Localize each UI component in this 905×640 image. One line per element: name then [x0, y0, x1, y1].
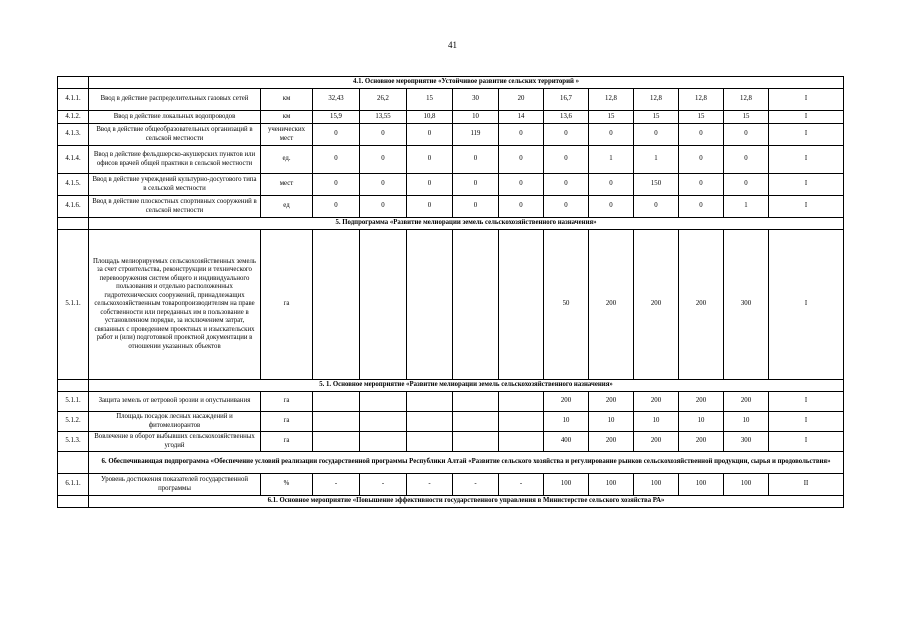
indicator-value: 100 — [724, 474, 769, 496]
indicator-value: 200 — [724, 392, 769, 412]
indicator-value: 0 — [679, 124, 724, 146]
indicator-value — [360, 432, 407, 452]
indicator-value: 0 — [724, 174, 769, 196]
section-row — [58, 452, 844, 474]
indicator-unit: га — [261, 392, 313, 412]
indicator-category: I — [769, 111, 844, 124]
indicator-code: 4.1.3. — [58, 124, 89, 146]
indicator-value — [453, 432, 499, 452]
indicator-value: 100 — [589, 474, 634, 496]
indicator-value: 0 — [544, 124, 589, 146]
indicator-value: 0 — [313, 196, 360, 218]
indicator-value: 15,9 — [313, 111, 360, 124]
indicator-value: 0 — [453, 146, 499, 174]
indicator-value: 10 — [589, 412, 634, 432]
indicator-name: Ввод в действие общеобразовательных организаций в сельской местности — [89, 124, 261, 146]
indicator-value: 0 — [313, 174, 360, 196]
indicator-code: 4.1.4. — [58, 146, 89, 174]
indicator-value: 0 — [679, 174, 724, 196]
indicator-value: 10 — [634, 412, 679, 432]
indicator-value: 10,8 — [407, 111, 453, 124]
section-row — [58, 380, 844, 392]
indicator-value: 200 — [589, 392, 634, 412]
indicator-code: 5.1.1. — [58, 230, 89, 380]
indicator-value: 0 — [453, 196, 499, 218]
indicator-value: 0 — [453, 174, 499, 196]
indicator-value: 0 — [499, 174, 544, 196]
indicator-value: 14 — [499, 111, 544, 124]
indicator-code: 6.1.1. — [58, 474, 89, 496]
indicator-value: - — [453, 474, 499, 496]
indicator-value: 10 — [544, 412, 589, 432]
indicator-unit: км — [261, 111, 313, 124]
indicator-value: 12,8 — [589, 89, 634, 111]
indicator-value: 0 — [360, 124, 407, 146]
indicator-value: 1 — [634, 146, 679, 174]
indicator-value: 200 — [634, 230, 679, 380]
indicator-value: 200 — [544, 392, 589, 412]
indicator-value: 32,43 — [313, 89, 360, 111]
indicator-value: 0 — [544, 146, 589, 174]
indicator-unit: % — [261, 474, 313, 496]
indicator-value: 200 — [679, 432, 724, 452]
indicator-value — [407, 392, 453, 412]
indicator-value: 0 — [589, 196, 634, 218]
indicator-value: - — [360, 474, 407, 496]
indicator-value: 15 — [589, 111, 634, 124]
indicator-value — [407, 412, 453, 432]
indicator-name: Ввод в действие фельдшерско-акушерских пунктов или офисов врачей общей практики в сельской местности — [89, 146, 261, 174]
indicator-value: 1 — [589, 146, 634, 174]
indicator-category: I — [769, 146, 844, 174]
indicator-value: 0 — [407, 146, 453, 174]
indicator-value: 0 — [407, 196, 453, 218]
indicator-name: Вовлечение в оборот выбывших сельскохозяйственных угодий — [89, 432, 261, 452]
indicator-value: 0 — [724, 146, 769, 174]
indicator-value: 0 — [634, 124, 679, 146]
indicator-value — [453, 412, 499, 432]
indicator-value: 200 — [589, 230, 634, 380]
indicator-value — [453, 392, 499, 412]
indicator-unit: мест — [261, 174, 313, 196]
indicator-row — [58, 474, 844, 496]
indicator-value: 0 — [499, 196, 544, 218]
section-blank-cell — [58, 496, 89, 508]
indicator-value: 10 — [679, 412, 724, 432]
indicator-name: Ввод в действие плоскостных спортивных сооружений в сельской местности — [89, 196, 261, 218]
indicator-value: 400 — [544, 432, 589, 452]
indicator-value: 100 — [679, 474, 724, 496]
indicator-category: I — [769, 392, 844, 412]
indicator-value: 100 — [544, 474, 589, 496]
indicator-value: - — [407, 474, 453, 496]
indicator-value: 200 — [679, 392, 724, 412]
indicator-value: 0 — [360, 174, 407, 196]
page-number: 41 — [448, 40, 457, 50]
indicator-value: 200 — [634, 392, 679, 412]
indicator-unit: га — [261, 230, 313, 380]
indicator-unit: ед — [261, 196, 313, 218]
indicator-value: 12,8 — [679, 89, 724, 111]
indicator-row — [58, 230, 844, 380]
indicator-value: 15 — [634, 111, 679, 124]
indicator-value — [313, 432, 360, 452]
indicator-value: - — [313, 474, 360, 496]
indicator-row — [58, 146, 844, 174]
section-blank-cell — [58, 77, 89, 89]
section-row — [58, 218, 844, 230]
indicator-value — [313, 230, 360, 380]
indicator-value: 0 — [724, 124, 769, 146]
indicator-code: 4.1.1. — [58, 89, 89, 111]
indicator-value: 0 — [544, 196, 589, 218]
indicator-category: I — [769, 412, 844, 432]
section-blank-cell — [58, 380, 89, 392]
indicator-value: 30 — [453, 89, 499, 111]
indicator-value — [499, 392, 544, 412]
indicator-value: 10 — [724, 412, 769, 432]
indicator-value — [407, 230, 453, 380]
indicator-value: 13,6 — [544, 111, 589, 124]
indicator-value — [499, 432, 544, 452]
indicator-unit: га — [261, 412, 313, 432]
indicator-value: 26,2 — [360, 89, 407, 111]
indicator-code: 5.1.1. — [58, 392, 89, 412]
section-blank-cell — [58, 218, 89, 230]
indicator-category: II — [769, 474, 844, 496]
indicator-value: 0 — [679, 146, 724, 174]
indicators-table — [57, 76, 844, 508]
indicator-category: I — [769, 230, 844, 380]
indicator-value: 12,8 — [634, 89, 679, 111]
indicator-value: 0 — [589, 124, 634, 146]
indicator-value: 0 — [360, 196, 407, 218]
indicator-value — [360, 412, 407, 432]
indicator-code: 4.1.6. — [58, 196, 89, 218]
indicator-unit: ученических мест — [261, 124, 313, 146]
indicator-code: 5.1.3. — [58, 432, 89, 452]
indicator-value: 12,8 — [724, 89, 769, 111]
indicator-code: 5.1.2. — [58, 412, 89, 432]
indicator-value: 15 — [407, 89, 453, 111]
indicator-value: 13,55 — [360, 111, 407, 124]
section-title: 4.1. Основное мероприятие «Устойчивое развитие сельских территорий » — [89, 77, 844, 89]
indicator-value — [499, 412, 544, 432]
indicator-name: Уровень достижения показателей государственной программы — [89, 474, 261, 496]
indicator-name: Ввод в действие локальных водопроводов — [89, 111, 261, 124]
indicator-value: 0 — [499, 124, 544, 146]
indicator-value: 0 — [589, 174, 634, 196]
indicator-unit: га — [261, 432, 313, 452]
indicator-value — [407, 432, 453, 452]
indicator-name: Защита земель от ветровой эрозии и опустынивания — [89, 392, 261, 412]
indicator-value: 0 — [407, 124, 453, 146]
indicator-value: 10 — [453, 111, 499, 124]
indicator-value: 0 — [634, 196, 679, 218]
indicator-code: 4.1.2. — [58, 111, 89, 124]
indicator-category: I — [769, 89, 844, 111]
indicator-value: 0 — [313, 146, 360, 174]
section-row — [58, 77, 844, 89]
indicator-row — [58, 412, 844, 432]
indicator-unit: км — [261, 89, 313, 111]
indicator-name: Площадь мелиорируемых сельскохозяйственных земель за счет строительства, реконструкции и технического перевооружения систем общего и индивидуального пользования и отдельно расположенных гидротехнических сооружений, принадлежащих сельскохозяйственным товаропроизводителям на праве собственности или переданных им в пользование в установленном порядке, за исключением затрат, связанных с проведением проектных и изыскательских работ и (или) подготовкой проектной документации в отношении указанных объектов — [89, 230, 261, 380]
section-title: 5. 1. Основное мероприятие «Развитие мелиорации земель сельскохозяйственного назначения» — [89, 380, 844, 392]
indicator-value: 0 — [679, 196, 724, 218]
indicator-value: 0 — [360, 146, 407, 174]
indicator-value: 0 — [499, 146, 544, 174]
indicator-category: I — [769, 124, 844, 146]
indicator-value: 300 — [724, 432, 769, 452]
indicator-value — [313, 392, 360, 412]
indicator-value: 0 — [313, 124, 360, 146]
indicator-row — [58, 174, 844, 196]
indicator-value — [360, 392, 407, 412]
indicator-row — [58, 124, 844, 146]
indicator-category: I — [769, 196, 844, 218]
indicator-unit: ед. — [261, 146, 313, 174]
indicator-row — [58, 89, 844, 111]
indicator-value: 15 — [679, 111, 724, 124]
indicator-value: 200 — [634, 432, 679, 452]
indicator-row — [58, 196, 844, 218]
section-title: 6.1. Основное мероприятие «Повышение эффективности государственного управления в Министерстве сельского хозяйства РА» — [89, 496, 844, 508]
indicator-value — [453, 230, 499, 380]
indicator-value: 119 — [453, 124, 499, 146]
section-title: 6. Обеспечивающая подпрограмма «Обеспечение условий реализации государственной программы Республики Алтай «Развитие сельского хозяйства и регулирование рынков сельскохозяйственной продукции, сырья и продовольствия» — [89, 452, 844, 474]
indicator-row — [58, 432, 844, 452]
indicator-value: 300 — [724, 230, 769, 380]
indicator-value: - — [499, 474, 544, 496]
indicator-value: 100 — [634, 474, 679, 496]
indicator-value: 1 — [724, 196, 769, 218]
indicator-value: 200 — [589, 432, 634, 452]
indicator-value — [499, 230, 544, 380]
indicator-code: 4.1.5. — [58, 174, 89, 196]
indicator-value — [313, 412, 360, 432]
indicator-value: 16,7 — [544, 89, 589, 111]
indicator-category: I — [769, 432, 844, 452]
section-blank-cell — [58, 452, 89, 474]
indicator-value: 50 — [544, 230, 589, 380]
indicator-value — [360, 230, 407, 380]
indicator-name: Ввод в действие учреждений культурно-досугового типа в сельской местности — [89, 174, 261, 196]
section-title: 5. Подпрограмма «Развитие мелиорации земель сельскохозяйственного назначения» — [89, 218, 844, 230]
indicator-name: Ввод в действие распределительных газовых сетей — [89, 89, 261, 111]
indicator-value: 200 — [679, 230, 724, 380]
indicator-value: 0 — [544, 174, 589, 196]
indicator-row — [58, 111, 844, 124]
indicator-name: Площадь посадок лесных насаждений и фитомелиорантов — [89, 412, 261, 432]
section-row — [58, 496, 844, 508]
indicator-category: I — [769, 174, 844, 196]
indicator-value: 0 — [407, 174, 453, 196]
indicator-value: 20 — [499, 89, 544, 111]
indicator-row — [58, 392, 844, 412]
indicator-value: 150 — [634, 174, 679, 196]
indicator-value: 15 — [724, 111, 769, 124]
